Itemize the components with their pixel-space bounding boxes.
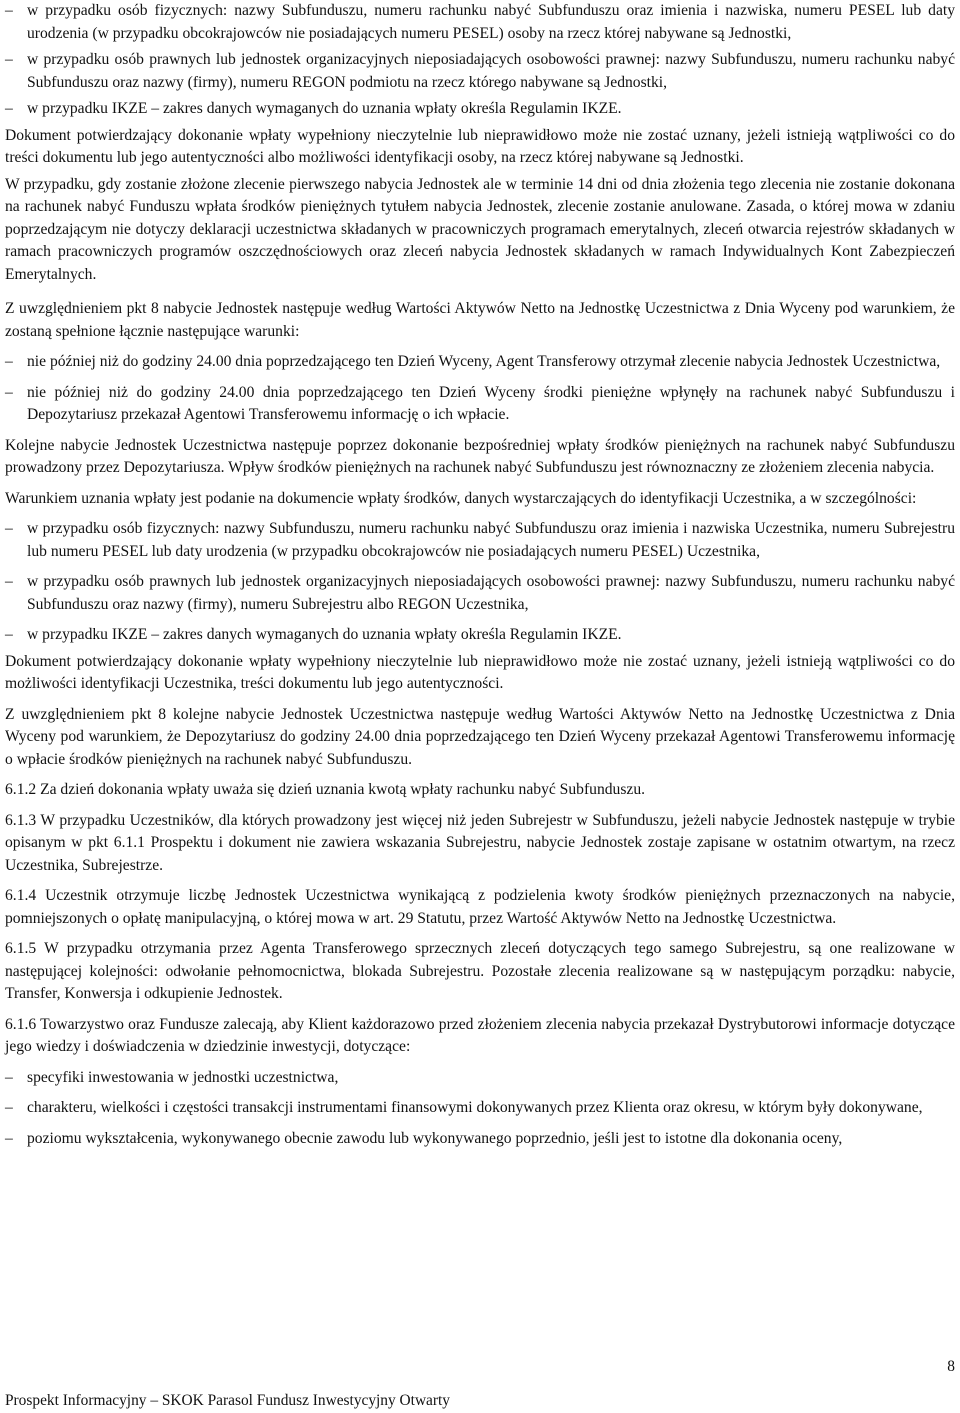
dash-bullet: – xyxy=(5,353,13,370)
section-text: Uczestnik otrzymuje liczbę Jednostek Uczestnictwa wynikającą z podzielenia kwoty środków pieniężnych przeznaczonych na nabycie, pomniejszonych o opłatę manipulacyjną, o której mowa w art. 29 Statutu, przez Wartość Aktywów Netto na Jednostkę Uczestnictwa. xyxy=(5,887,955,927)
section-text: W przypadku Uczestników, dla których prowadzony jest więcej niż jeden Subrejestr w Subfunduszu, jeżeli nabycie Jednostek następuje w trybie opisanym w pkt 6.1.1 Prospektu i dokument nie zawiera wskazania Subrejestru, nabycie Jednostek zostaje zapisane w ostatnim otwartym, na rzecz Uczestnika, Subrejestrze. xyxy=(5,811,955,874)
dash-bullet: – xyxy=(5,626,13,643)
document-body xyxy=(5,0,955,1154)
dash-bullet: – xyxy=(5,51,13,68)
paragraph: Dokument potwierdzający dokonanie wpłaty wypełniony nieczytelnie lub nieprawidłowo może nie zostać uznany, jeżeli istnieją wątpliwości co do możliwości identyfikacji Uczestnika, treści dokumentu lub jego autentyczności. xyxy=(5,652,955,692)
list-item-text: specyfiki inwestowania w jednostki uczestnictwa, xyxy=(27,1068,339,1086)
list-item-text: poziomu wykształcenia, wykonywanego obecnie zawodu lub wykonywanego poprzednio, jeśli jest to istotne dla dokonania oceny, xyxy=(27,1129,843,1147)
list-item xyxy=(5,1128,955,1151)
list-item-text: charakteru, wielkości i częstości transakcji instrumentami finansowymi dokonywanych przez Klienta oraz okresu, w którym były dokonywane, xyxy=(27,1099,923,1116)
list-item-text: nie później niż do godziny 24.00 dnia poprzedzającego ten Dzień Wyceny środki pieniężne wpłynęły na rachunek nabyć Subfunduszu i Depozytariusz przekazał Agentowi Transferowemu informację o ich wpłacie. xyxy=(27,383,955,423)
list-item xyxy=(5,624,955,647)
list-item-text: w przypadku IKZE – zakres danych wymaganych do uznania wpłaty określa Regulamin IKZE. xyxy=(27,100,622,117)
section-number: 6.1.5 xyxy=(5,940,37,957)
list-item xyxy=(5,382,955,427)
section-text: Towarzystwo oraz Fundusze zalecają, aby Klient każdorazowo przed złożeniem zlecenia nabycia przekazał Dystrybutorowi informacje dotyczące jego wiedzy i doświadczenia w dziedzinie inwestycji, dotyczące: xyxy=(5,1015,955,1055)
list-item-text: nie później niż do godziny 24.00 dnia poprzedzającego ten Dzień Wyceny, Agent Transferowy otrzymał zlecenie nabycia Jednostek Uczestnictwa, xyxy=(27,353,941,370)
list-item xyxy=(5,0,955,45)
section-6-1-6 xyxy=(5,1014,955,1059)
list-item xyxy=(5,518,955,563)
dash-bullet: – xyxy=(5,1099,13,1116)
section-number: 6.1.2 xyxy=(5,781,37,798)
section-6-1-3 xyxy=(5,810,955,878)
section-number: 6.1.6 xyxy=(5,1015,37,1033)
dash-bullet: – xyxy=(5,383,13,401)
page-number: 8 xyxy=(947,1358,955,1375)
dash-bullet: – xyxy=(5,1129,13,1147)
list-item xyxy=(5,1097,955,1120)
paragraph: Z uwzględnieniem pkt 8 nabycie Jednostek następuje według Wartości Aktywów Netto na Jednostkę Uczestnictwa z Dnia Wyceny pod warunkiem, że zostaną spełnione łącznie następujące warunki: xyxy=(5,300,955,340)
dash-bullet: – xyxy=(5,100,13,117)
section-text: W przypadku otrzymania przez Agenta Transferowego sprzecznych zleceń dotyczących tego samego Subrejestru, są one realizowane w następującej kolejności: odwołanie pełnomocnictwa, blokada Subrejestru. Pozostałe zlecenia realizowane są w następującym porządku: nabycie, Transfer, Konwersja i odkupienie Jednostek. xyxy=(5,940,955,1002)
list-item-text: w przypadku osób fizycznych: nazwy Subfunduszu, numeru rachunku nabyć Subfunduszu oraz imienia i nazwiska, numeru PESEL lub daty urodzenia (w przypadku obcokrajowców nie posiadających numeru PESEL) osoby na rzecz której nabywane są Jednostki, xyxy=(27,2,955,42)
paragraph: W przypadku, gdy zostanie złożone zlecenie pierwszego nabycia Jednostek ale w terminie 14 dni od dnia złożenia tego zlecenia nie zostanie dokonana na rachunek nabyć Funduszu wpłata środków pieniężnych tytułem nabycia Jednostek, zlecenie zostanie anulowane. Zasada, o której mowa w zdaniu poprzedzającym nie dotyczy deklaracji uczestnictwa składanych w pracowniczych programach emerytalnych, zleceń otwarcia rejestrów składanych w ramach pracowniczych programów oszczędnościowych oraz zleceń nabycia Jednostek składanych w ramach Indywidualnych Kont Zabezpieczeń Emerytalnych. xyxy=(5,175,955,283)
list-item xyxy=(5,49,955,94)
section-text: Za dzień dokonania wpłaty uważa się dzień uznania kwotą wpłaty rachunku nabyć Subfunduszu. xyxy=(36,781,646,798)
dash-bullet: – xyxy=(5,1068,13,1086)
list-item-text: w przypadku osób prawnych lub jednostek organizacyjnych nieposiadających osobowości prawnej: nazwy Subfunduszu, numeru rachunku nabyć Subfunduszu oraz nazwy (firmy), numeru REGON podmiotu na rzecz którego nabywane są Jednostki, xyxy=(27,51,955,91)
list-item xyxy=(5,98,955,121)
section-number: 6.1.3 xyxy=(5,811,37,829)
list-item xyxy=(5,571,955,616)
section-number: 6.1.4 xyxy=(5,887,37,904)
dash-bullet: – xyxy=(5,2,13,19)
footer-text: Prospekt Informacyjny – SKOK Parasol Fundusz Inwestycyjny Otwarty xyxy=(5,1392,450,1409)
dash-bullet: – xyxy=(5,520,13,537)
list-item xyxy=(5,1067,955,1090)
paragraph: Kolejne nabycie Jednostek Uczestnictwa następuje poprzez dokonanie bezpośredniej wpłaty środków pieniężnych na rachunek nabyć Subfunduszu prowadzony przez Depozytariusza. Wpływ środków pieniężnych na rachunek nabyć Subfunduszu jest równoznaczny ze złożeniem zlecenia nabycia. xyxy=(5,436,955,476)
dash-bullet: – xyxy=(5,573,13,590)
section-6-1-2 xyxy=(5,779,955,802)
paragraph: Z uwzględnieniem pkt 8 kolejne nabycie Jednostek Uczestnictwa następuje według Wartości Aktywów Netto na Jednostkę Uczestnictwa z Dnia Wyceny pod warunkiem, że Depozytariusz do godziny 24.00 dnia poprzedzającego ten Dzień Wyceny przekazał Agentowi Transferowemu informację o wpłacie środków pieniężnych na rachunek nabyć Subfunduszu. xyxy=(5,705,955,768)
list-item-text: w przypadku osób fizycznych: nazwy Subfunduszu, numeru rachunku nabyć Subfunduszu oraz imienia i nazwiska Uczestnika, numeru Subrejestru lub numeru PESEL lub daty urodzenia (w przypadku obcokrajowców nie posiadających numeru PESEL) Uczestnika, xyxy=(27,520,955,560)
section-6-1-5 xyxy=(5,938,955,1006)
paragraph: Dokument potwierdzający dokonanie wpłaty wypełniony nieczytelnie lub nieprawidłowo może nie zostać uznany, jeżeli istnieją wątpliwości co do treści dokumentu lub jego autentyczności albo możliwości identyfikacji osoby, na rzecz której nabywane są Jednostki. xyxy=(5,126,955,166)
list-item xyxy=(5,351,955,374)
list-item-text: w przypadku osób prawnych lub jednostek organizacyjnych nieposiadających osobowości prawnej: nazwy Subfunduszu, numeru rachunku nabyć Subfunduszu oraz nazwy (firmy), numeru Subrejestru albo REGON Uczestnika, xyxy=(27,573,955,613)
list-item-text: w przypadku IKZE – zakres danych wymaganych do uznania wpłaty określa Regulamin IKZE. xyxy=(27,626,622,643)
paragraph: Warunkiem uznania wpłaty jest podanie na dokumencie wpłaty środków, danych wystarczających do identyfikacji Uczestnika, a w szczególności: xyxy=(5,489,917,507)
section-6-1-4 xyxy=(5,885,955,930)
